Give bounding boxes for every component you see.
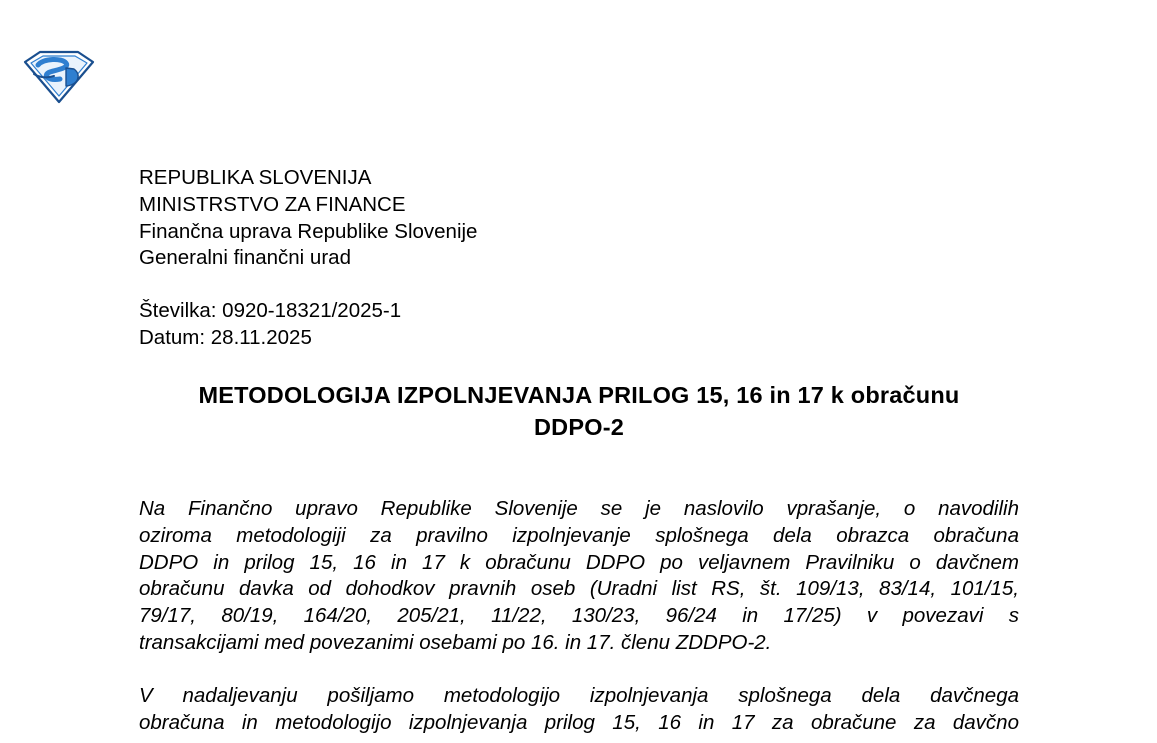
paragraph-line: obračuna in metodologijo izpolnjevanja prilog 15, 16 in 17 za obračune za davčno xyxy=(139,710,1019,734)
issuer-line-office: Generalni finančni urad xyxy=(139,246,351,270)
document-meta xyxy=(139,298,401,352)
fu-rs-logo-icon xyxy=(22,48,96,104)
paragraph-line: obračunu davka od dohodkov pravnih oseb (Uradni list RS, št. 109/13, 83/14, 101/15, xyxy=(139,577,1019,601)
document-title-line-2: DDPO-2 xyxy=(534,414,624,440)
document-title-line-1: METODOLOGIJA IZPOLNJEVANJA PRILOG 15, 16 in 17 k obračunu xyxy=(198,382,960,408)
document-title xyxy=(139,379,1019,443)
document-number: Številka: 0920-18321/2025-1 xyxy=(139,299,402,322)
paragraph-line: transakcijami med povezanimi osebami po 16. in 17. členu ZDDPO-2. xyxy=(139,630,772,654)
paragraph-line: V nadaljevanju pošiljamo metodologijo izpolnjevanja splošnega dela davčnega xyxy=(139,684,1019,707)
paragraph-line: 79/17, 80/19, 164/20, 205/21, 11/22, 130/23, 96/24 in 17/25) v povezavi s xyxy=(139,604,1019,628)
issuer-line-republic: REPUBLIKA SLOVENIJA xyxy=(139,166,372,189)
issuer-line-ministry: MINISTRSTVO ZA FINANCE xyxy=(139,192,406,216)
issuer-header xyxy=(139,165,477,272)
body-paragraph-1 xyxy=(139,496,1019,657)
body-paragraph-2 xyxy=(139,683,1019,737)
document-date: Datum: 28.11.2025 xyxy=(139,325,312,349)
issuer-line-administration: Finančna uprava Republike Slovenije xyxy=(139,219,478,243)
paragraph-line: oziroma metodologiji za pravilno izpolnjevanje splošnega dela obrazca obračuna xyxy=(139,523,1019,547)
paragraph-line: Na Finančno upravo Republike Slovenije se je naslovilo vprašanje, o navodilih xyxy=(139,497,1019,520)
paragraph-line: DDPO in prilog 15, 16 in 17 k obračunu DDPO po veljavnem Pravilniku o davčnem xyxy=(139,550,1019,574)
